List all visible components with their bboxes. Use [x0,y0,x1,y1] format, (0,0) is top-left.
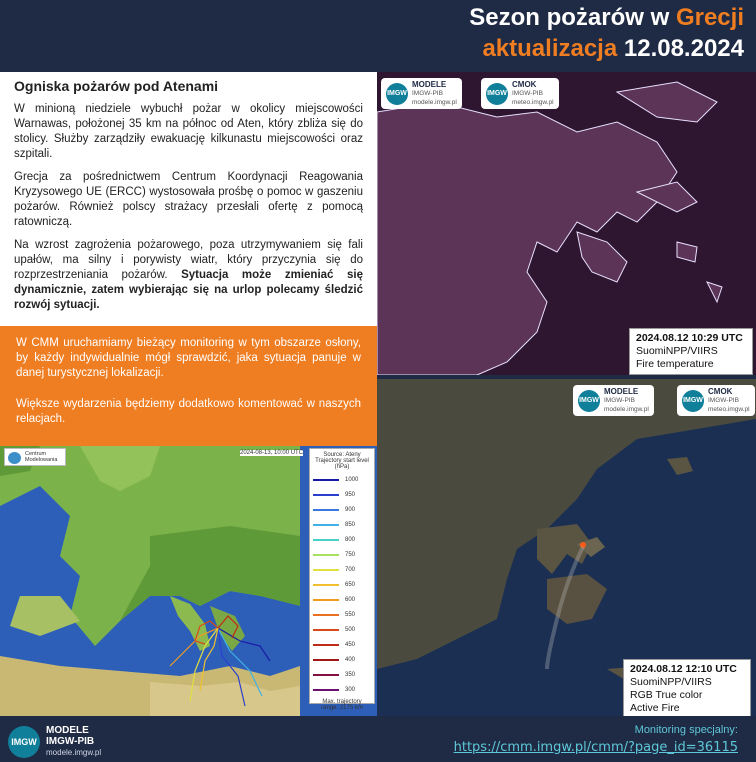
trajectory-date: 2024-08-13, 10:00 UTC [240,450,304,456]
article-heading: Ogniska pożarów pod Atenami [14,78,219,94]
imgw-circle-icon: IMGW [8,726,40,758]
legend-level-label: 850 [345,521,356,528]
legend-item [313,592,371,607]
header [0,0,756,72]
article-paragraph-1: W minioną niedziele wybuchł pożar w okolicy miejscowości Warnawas, położonej 35 km na północ od Aten, który zbliża się do stolicy. Służby zarządziły ewakuację kilkunastu miejscowości oraz szpitali. [14,103,363,160]
legend-swatch [313,569,339,571]
legend-item [313,532,371,547]
imgw-circle-icon: IMGW [682,390,704,412]
cmok-logo-bottom: IMGW CMOK IMGW-PIB meteo.imgw.pl [677,385,755,416]
legend-swatch [313,614,339,616]
legend-footer-note: Max. trajectory range: 2175 km [321,699,363,711]
legend-swatch [313,629,339,631]
legend-level-label: 300 [345,686,356,693]
legend-swatch [313,494,339,496]
legend-level-label: 450 [345,641,356,648]
article-paragraph-2: Grecja za pośrednictwem Centrum Koordynacji Reagowania Kryzysowego UE (ERCC) wystosowała prośbę o pomoc w gaszeniu pożarów. Również polscy strażacy przesłali ofertę z pomocą ratowniczą. [14,171,363,228]
legend-item [313,682,371,697]
monitoring-label: Monitoring specjalny: [634,724,738,736]
footer-modele-logo: IMGW MODELE IMGW-PIB modele.imgw.pl [8,725,101,758]
imgw-circle-icon: IMGW [578,390,600,412]
title-accent-country: Grecji [675,4,744,31]
cmok-logo-top: IMGW CMOK IMGW-PIB meteo.imgw.pl [481,78,559,109]
legend-level-label: 750 [345,551,356,558]
legend-item [313,487,371,502]
legend-level-label: 700 [345,566,356,573]
legend-level-label: 400 [345,656,356,663]
legend-level-label: 950 [345,491,356,498]
legend-swatch [313,659,339,661]
legend-swatch [313,539,339,541]
legend-item [313,472,371,487]
legend-item [313,562,371,577]
monitoring-link[interactable]: https://cmm.imgw.pl/cmm/?page_id=36115 [453,740,738,755]
legend-rows [313,472,371,697]
legend-item [313,637,371,652]
legend-swatch [313,524,339,526]
fire-temperature-caption: 2024.08.12 10:29 UTC SuomiNPP/VIIRS Fire temperature [629,328,753,375]
imgw-circle-icon: IMGW [486,83,508,105]
imgw-circle-icon: IMGW [386,83,408,105]
trajectory-legend [309,448,375,711]
legend-item [313,502,371,517]
legend-item [313,652,371,667]
footer [0,716,756,762]
legend-level-label: 500 [345,626,356,633]
article-panel [0,72,377,326]
legend-swatch [313,509,339,511]
satellite-fire-temperature-image [377,72,756,375]
legend-swatch [313,689,339,691]
legend-level-label: 650 [345,581,356,588]
legend-swatch [313,479,339,481]
legend-level-label: 900 [345,506,356,513]
monitoring-paragraph-1: W CMM uruchamiamy bieżący monitoring w tym obszarze osłony, by każdy indywidualnie mógł sprawdzić, jaka sytuacja panuje w danej turystycznej lokalizacji. [16,337,361,379]
legend-source: Source: Ateny [323,452,361,458]
monitoring-info-box [0,326,377,446]
legend-level-label: 600 [345,596,356,603]
legend-item [313,667,371,682]
article-warning: Sytuacja może zmieniać się dynamicznie, zatem wybierając się na urlop polecamy śledzić rozwój sytuacji. [14,269,363,311]
legend-swatch [313,584,339,586]
title-accent-update: aktualizacja [482,35,618,62]
title-line-2 [482,35,744,63]
legend-level-label: 550 [345,611,356,618]
trajectory-map [0,446,377,716]
modele-logo-top: IMGW MODELE IMGW-PIB modele.imgw.pl [381,78,462,109]
article-paragraph-3: Na wzrost zagrożenia pożarowego, poza utrzymywaniem się fali upałów, ma silny i porywisty wiatr, który przyczynia się do rozprzestrzeniania pożarów. Sytuacja może zmieniać się dynamicznie, zatem wybierając się na urlop polecamy śledzić rozwój sytuacji. [14,239,363,311]
legend-title: Trajectory start level (hPa) [315,458,369,470]
modele-logo-bottom: IMGW MODELE IMGW-PIB modele.imgw.pl [573,385,654,416]
legend-swatch [313,644,339,646]
satellite-true-color-image [377,379,756,716]
legend-level-label: 350 [345,671,356,678]
legend-swatch [313,554,339,556]
legend-level-label: 800 [345,536,356,543]
legend-item [313,607,371,622]
legend-swatch [313,674,339,676]
legend-item [313,622,371,637]
title-date: 12.08.2024 [617,35,744,62]
title-line-1: Sezon pożarów w Grecji [469,4,744,31]
monitoring-paragraph-2: Większe wydarzenia będziemy dodatkowo komentować w naszych relacjach. [16,398,361,425]
legend-swatch [313,599,339,601]
centrum-modelowania-logo: Centrum Modelowania [4,448,66,466]
legend-item [313,547,371,562]
legend-level-label: 1000 [345,476,359,483]
legend-item [313,577,371,592]
legend-item [313,517,371,532]
true-color-caption: 2024.08.12 12:10 UTC SuomiNPP/VIIRS RGB True color Active Fire [623,659,751,716]
